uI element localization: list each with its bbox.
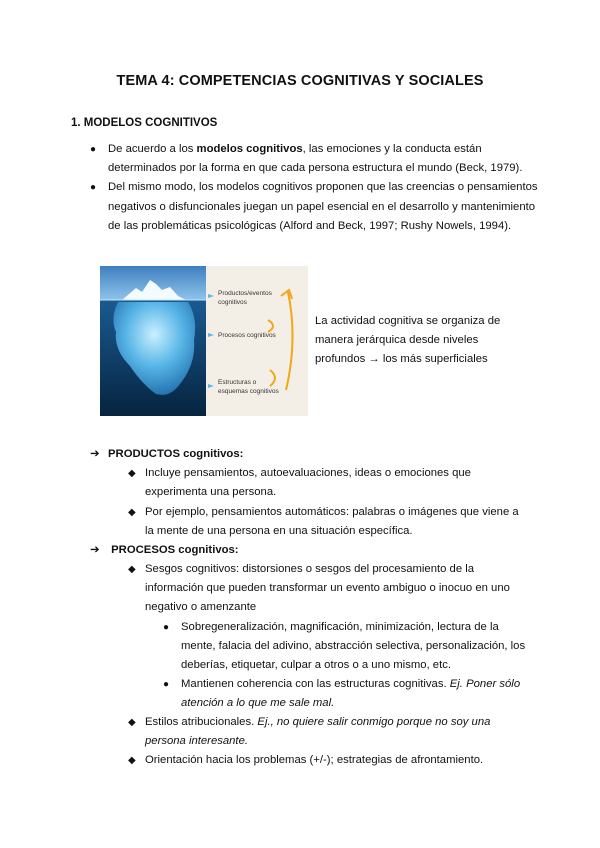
procesos-heading [90,541,239,560]
diamond-bullet-icon: ◆ [128,717,136,728]
sub-list-item [163,675,528,713]
bullet-icon: ● [90,144,97,155]
list-item-text: Sesgos cognitivos: distorsiones o sesgos del procesamiento de la información que pueden transformar un evento ambiguo o inocuo en uno negativo o amenzante [145,563,510,614]
figure-label-productos: Productos/eventos [218,290,272,297]
sub-list-item-text-plain: Mantienen coherencia con las estructuras cognitivas. [181,678,450,690]
page-title: TEMA 4: COMPETENCIAS COGNITIVAS Y SOCIALES [116,73,484,89]
productos-heading-text: PRODUCTOS cognitivos: [108,448,244,460]
list-item-text: Por ejemplo, pensamientos automáticos: palabras o imágenes que viene a la mente de una persona en una situación específica. [145,506,519,538]
list-item-text: Orientación hacia los problemas (+/-); estrategias de afrontamiento. [145,754,484,766]
list-item [128,751,528,770]
list-item-text: Incluye pensamientos, autoevaluaciones, ideas o emociones que experimenta una persona. [145,467,471,499]
section-heading: 1. MODELOS COGNITIVOS [71,117,218,129]
list-item [128,464,528,502]
bullet-icon: ● [90,182,97,194]
sub-list-item-text: Sobregeneralización, magnificación, minimización, lectura de la mente, falacia del adivino, abstracción selectiva, personalización, los deberías, etiquetar, culpar a otros o a uno mismo, etc. [181,621,526,672]
figure-label-estructuras-2: esquemas cognitivos [218,388,279,395]
procesos-heading-text: PROCESOS cognitivos: [111,544,239,556]
iceberg-figure [100,266,308,416]
bullet-text: , las emociones y la conducta están determinados por la forma en que cada persona estructura el mundo (Beck, 1979). [108,143,523,175]
figure-label-procesos: Procesos cognitivos [218,332,276,339]
list-item [128,560,528,618]
figure-label-productos-2: cognitivos [218,299,247,306]
list-item [128,503,528,541]
diamond-bullet-icon: ◆ [128,468,136,479]
bullet-icon: ● [163,622,170,633]
bullet-bold-text: modelos cognitivos [196,143,303,155]
iceberg-illustration [100,266,308,416]
figure-label-estructuras: Estructuras o [218,379,257,386]
arrow-right-icon: ➔ [90,544,100,556]
list-item-text-italic: Ej., no quiere salir conmigo porque no soy una persona interesante. [145,716,491,748]
bullet-text: De acuerdo a los [108,143,197,155]
list-item [128,713,528,751]
sub-list-item-text [163,675,528,713]
figure-caption: La actividad cognitiva se organiza de manera jerárquica desde niveles profundos → los más superficiales [315,315,501,366]
diamond-bullet-icon: ◆ [128,755,136,766]
sub-list-item [163,618,528,676]
sub-list-item-text-italic: Ej. Poner sólo atención a lo que me sale mal. [181,678,521,710]
list-item-text-plain: Estilos atribucionales. [145,716,258,728]
list-item-text [128,713,528,751]
arrow-right-icon: ➔ [90,448,100,460]
list-item [90,178,540,236]
bullet-text: Del mismo modo, los modelos cognitivos proponen que las creencias o pensamientos negativos o disfuncionales juegan un papel esencial en el desarrollo y mantenimiento de las problemáticas psicológicas (Alford and Beck, 1997; Rushy Nowels, 1994). [108,181,538,232]
diamond-bullet-icon: ◆ [128,507,136,518]
diamond-bullet-icon: ◆ [128,564,136,575]
bullet-icon: ● [163,679,170,690]
intro-bullet-list [90,140,540,236]
productos-heading [90,445,243,464]
list-item [90,140,540,178]
